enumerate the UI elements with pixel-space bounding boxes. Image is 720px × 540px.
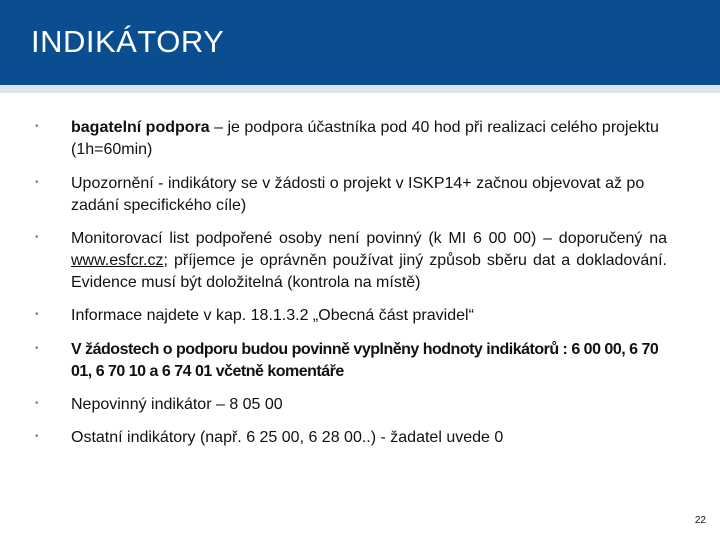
bullet-icon: • <box>35 343 39 354</box>
esfcr-link[interactable]: www.esfcr.cz <box>71 252 164 269</box>
page-number: 22 <box>694 515 706 526</box>
bullet-icon: • <box>35 121 39 132</box>
header-divider <box>0 85 720 93</box>
slide-title: INDIKÁTORY <box>31 24 225 59</box>
bullet-icon: • <box>35 431 39 442</box>
list-item-text: V žádostech o podporu budou povinně vyplněny hodnoty indikátorů : 6 00 00, 6 70 01, 6 70 10 a 6 74 01 včetně komentáře <box>71 341 659 380</box>
bullet-icon: • <box>35 177 39 188</box>
text-after-link: ; příjemce je oprávněn používat jiný způsob sběru dat a dokladování. Evidence musí být doložitelná (kontrola na místě) <box>71 252 667 291</box>
slide-header <box>0 0 720 85</box>
list-item-text <box>71 117 667 161</box>
list-item-text: Nepovinný indikátor – 8 05 00 <box>71 396 283 413</box>
text-before-link: Monitorovací list podpořené osoby není povinný (k MI 6 00 00) – doporučený na <box>71 230 667 247</box>
term-definition: – je podpora účastníka pod 40 hod při realizaci celého projektu (1h=60min) <box>71 119 659 158</box>
bullet-icon: • <box>35 232 39 243</box>
list-item-text <box>71 228 667 294</box>
bullet-icon: • <box>35 309 39 320</box>
list-item-text: Ostatní indikátory (např. 6 25 00, 6 28 00..) - žadatel uvede 0 <box>71 429 504 446</box>
bullet-icon: • <box>35 398 39 409</box>
list-item-text: Informace najdete v kap. 18.1.3.2 „Obecná část pravidel“ <box>71 307 474 324</box>
term-bold: bagatelní podpora <box>71 119 210 136</box>
list-item-text: Upozornění - indikátory se v žádosti o projekt v ISKP14+ začnou objevovat až po zadání specifického cíle) <box>71 175 645 214</box>
